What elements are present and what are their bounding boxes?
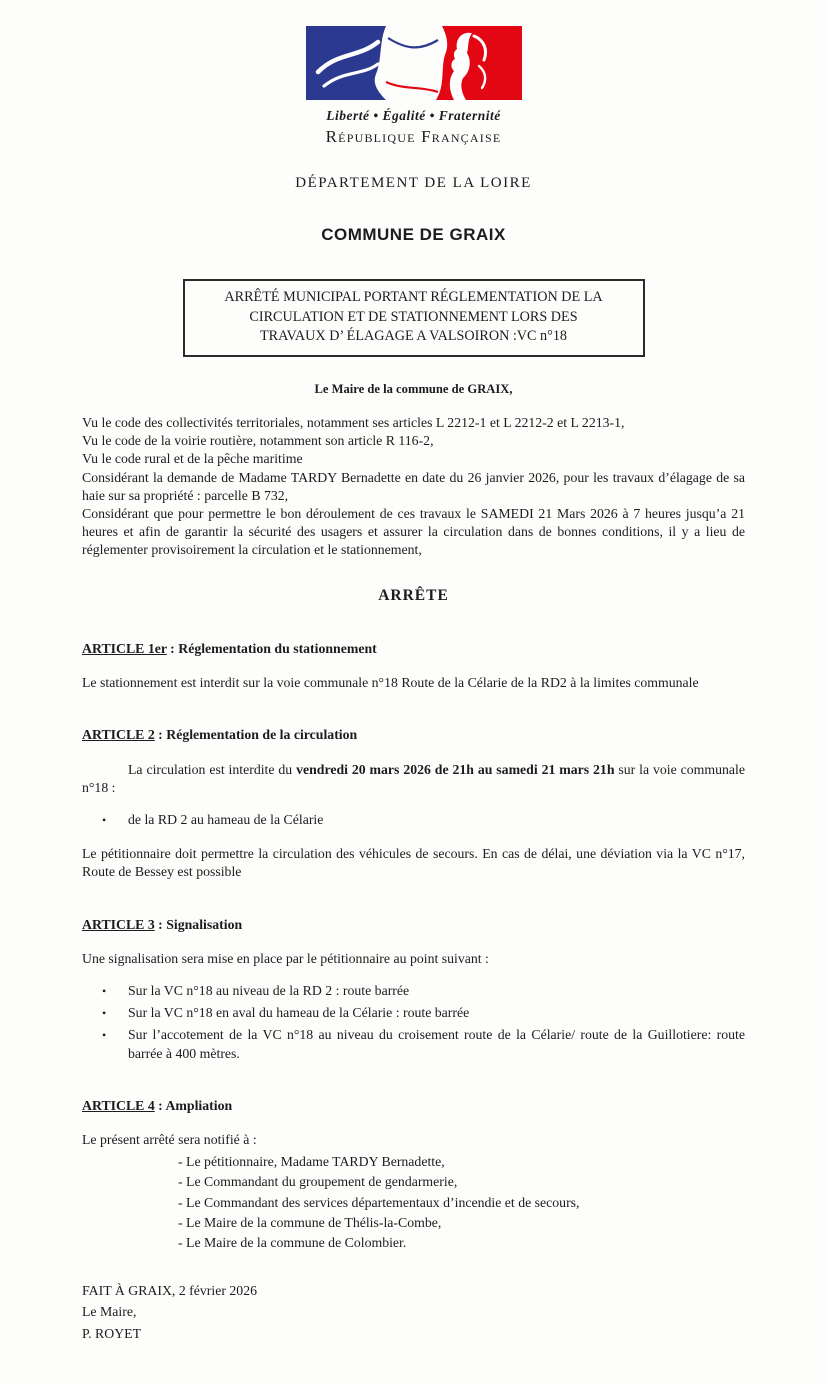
list-item: [82, 1004, 745, 1022]
article2-label: ARTICLE 2: [82, 727, 155, 743]
decree-title-line: TRAVAUX D’ ÉLAGAGE A VALSOIRON :VC n°18: [259, 328, 568, 345]
recipient-item: - Le pétitionnaire, Madame TARDY Bernadette,: [178, 1154, 445, 1170]
decree-title-box: [183, 279, 645, 358]
article3-title: : Signalisation: [154, 916, 243, 932]
article4-label: ARTICLE 4: [82, 1097, 155, 1113]
signature-block: [82, 1282, 745, 1343]
article2-body: [82, 761, 745, 797]
list-item: [82, 982, 745, 1000]
recipient-item: - Le Maire de la commune de Thélis-la-Combe,: [178, 1214, 442, 1230]
list-item-text: Sur la VC n°18 au niveau de la RD 2 : route barrée: [128, 983, 410, 999]
preamble-considerant-2: Considérant que pour permettre le bon déroulement de ces travaux le SAMEDI 21 Mars 2026 à 7 heures jusqu’a 21 heures et afin de garantir la sécurité des usagers et assurer la circulation dans de bonnes conditions, il y a lieu de réglementer provisoirement la circulation et le stationnement,: [82, 505, 745, 558]
article1-body: Le stationnement est interdit sur la voie communale n°18 Route de la Célarie de la RD2 à la limites communale: [82, 675, 699, 691]
signature-role: Le Maire,: [82, 1304, 137, 1320]
list-item-text: Sur l’accotement de la VC n°18 au niveau du croisement route de la Célarie/ route de la Guillotiere: route barrée à 400 mètres.: [128, 1027, 745, 1061]
article4-intro: Le présent arrêté sera notifié à :: [82, 1132, 257, 1148]
article2-note: Le pétitionnaire doit permettre la circulation des véhicules de secours. En cas de délai, une déviation via la VC n°17, Route de Bessey est possible: [82, 846, 745, 880]
recipient-item: - Le Commandant des services départementaux d’incendie et de secours,: [178, 1194, 580, 1210]
article3-bullet-list: [82, 982, 745, 1063]
article2-body-prefix: La circulation est interdite du: [128, 761, 297, 777]
french-republic-logo: [82, 26, 745, 148]
article3-intro: Une signalisation sera mise en place par le pétitionnaire au point suivant :: [82, 950, 489, 966]
article4-title: : Ampliation: [154, 1097, 233, 1113]
list-item: [82, 1026, 745, 1062]
preamble-vu-3: Vu le code rural et de la pêche maritime: [82, 451, 303, 467]
decree-title-line: ARRÊTÉ MUNICIPAL PORTANT RÉGLEMENTATION DE LA: [224, 288, 603, 305]
article2-bullet-list: [82, 811, 745, 829]
preamble-considerant-1: Considérant la demande de Madame TARDY Bernadette en date du 26 janvier 2026, pour les travaux d’élagage de sa haie sur sa propriété : parcelle B 732,: [82, 469, 745, 503]
article3-label: ARTICLE 3: [82, 916, 155, 932]
logo-republic-name: République Française: [325, 127, 502, 147]
article2-body-suffix: sur la voie communale n°18 :: [82, 761, 746, 795]
article1-heading: [82, 640, 745, 658]
preamble-vu-1: Vu le code des collectivités territoriales, notamment ses articles L 2212-1 et L 2212-2 et L 2213-1,: [82, 414, 625, 430]
bullet-icon: [102, 1026, 106, 1044]
article2-heading: [82, 726, 745, 744]
bullet-icon: [102, 982, 106, 1000]
mayor-line: Le Maire de la commune de GRAIX,: [314, 382, 513, 397]
decree-title-line: CIRCULATION ET DE STATIONNEMENT LORS DES: [249, 308, 578, 325]
department-line: DÉPARTEMENT DE LA LOIRE: [295, 175, 532, 192]
preamble-vu-2: Vu le code de la voirie routière, notamment son article R 116-2,: [82, 433, 434, 449]
recipient-item: - Le Commandant du groupement de gendarmerie,: [178, 1174, 458, 1190]
marianne-flag-icon: [306, 26, 522, 100]
article1-label: ARTICLE 1er: [82, 641, 167, 656]
list-item: [82, 811, 745, 829]
list-item-text: Sur la VC n°18 en aval du hameau de la Célarie : route barrée: [128, 1005, 470, 1021]
preamble: [82, 414, 745, 560]
article2-body-dates: vendredi 20 mars 2026 de 21h au samedi 21 mars 21h: [296, 761, 615, 777]
bullet-icon: [102, 811, 106, 829]
article4-recipient-list: [82, 1153, 745, 1252]
article4-heading: [82, 1097, 745, 1115]
recipient-item: - Le Maire de la commune de Colombier.: [178, 1235, 407, 1251]
article3-heading: [82, 916, 745, 934]
article1-title: : Réglementation du stationnement: [166, 641, 377, 656]
place-date-line: FAIT À GRAIX, 2 février 2026: [82, 1283, 257, 1299]
bullet-icon: [102, 1004, 106, 1022]
commune-line: COMMUNE DE GRAIX: [321, 225, 506, 245]
logo-motto: Liberté • Égalité • Fraternité: [326, 108, 501, 124]
list-item-text: de la RD 2 au hameau de la Célarie: [128, 812, 324, 828]
signature-name: P. ROYET: [82, 1325, 142, 1341]
decree-heading: ARRÊTE: [378, 586, 449, 604]
article2-title: : Réglementation de la circulation: [154, 727, 358, 743]
